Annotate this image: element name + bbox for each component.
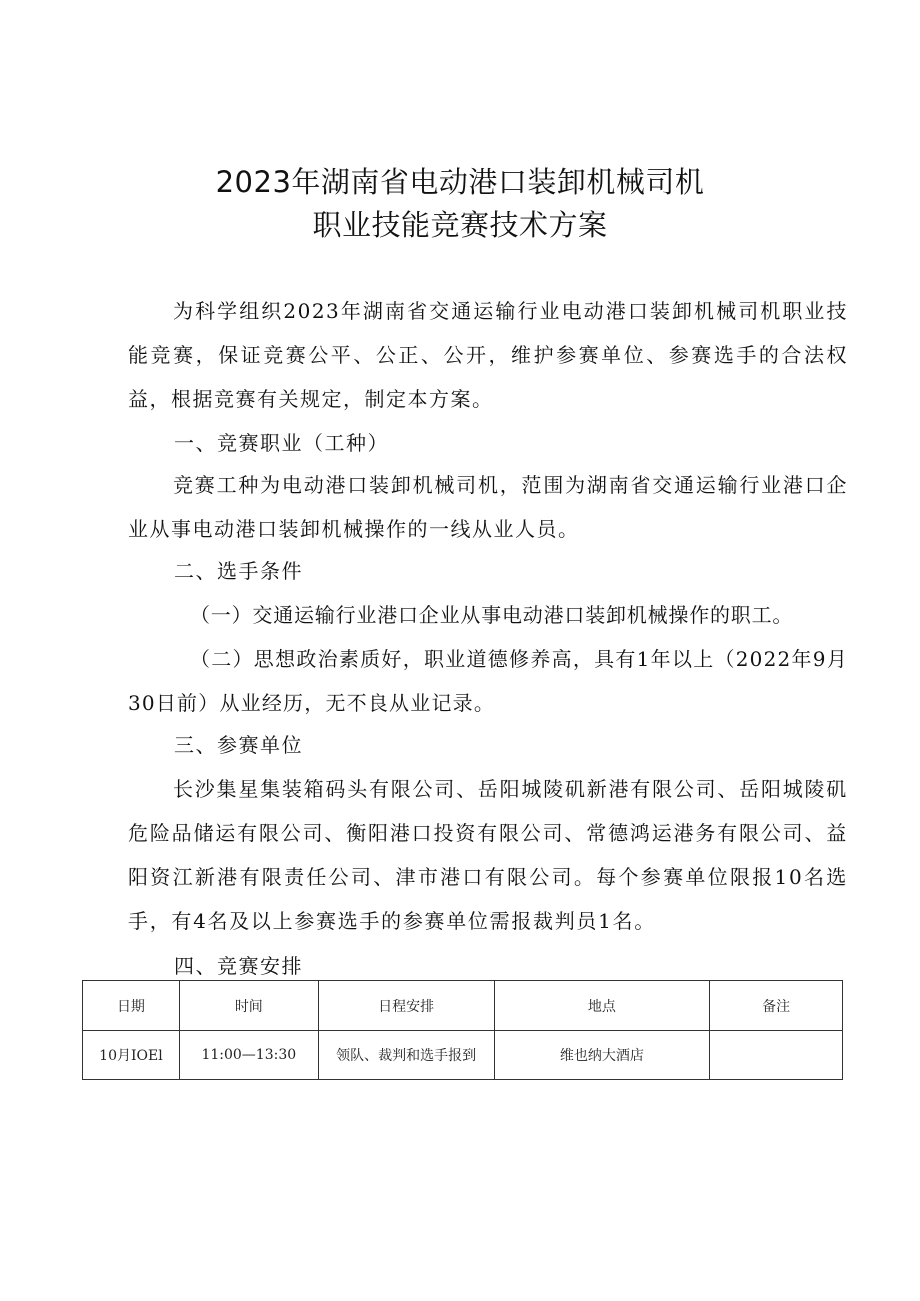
cell-note	[710, 1031, 843, 1080]
condition-item-2: （二）思想政治素质好，职业道德修养高，具有1年以上（2022年9月30日前）从业经历，无不良从业记录。	[128, 647, 848, 715]
section-heading-occupation: 一、竞赛职业（工种）	[174, 431, 389, 455]
cell-agenda: 领队、裁判和选手报到	[318, 1031, 494, 1080]
cell-place: 维也纳大酒店	[494, 1031, 710, 1080]
condition-item-1: （一）交通运输行业港口企业从事电动港口装卸机械操作的职工。	[190, 603, 794, 627]
cell-date: 10月IOEl	[83, 1031, 180, 1080]
column-header-time: 时间	[179, 981, 318, 1031]
section-heading-participating-units: 三、参赛单位	[174, 733, 303, 757]
document-title-line1: 2023年湖南省电动港口装卸机械司机	[215, 165, 705, 199]
participating-units-paragraph: 长沙集星集装箱码头有限公司、岳阳城陵矶新港有限公司、岳阳城陵矶危险品储运有限公司、衡阳港口投资有限公司、常德鸿运港务有限公司、益阳资江新港有限责任公司、津市港口有限公司。每个参赛单位限报10名选手，有4名及以上参赛选手的参赛单位需报裁判员1名。	[128, 777, 848, 933]
table-header-row	[83, 981, 843, 1031]
column-header-note: 备注	[710, 981, 843, 1031]
table-row	[83, 1031, 843, 1080]
schedule-table	[82, 980, 843, 1080]
document-title-line2: 职业技能竞赛技术方案	[312, 208, 608, 242]
occupation-paragraph: 竞赛工种为电动港口装卸机械司机，范围为湖南省交通运输行业港口企业从事电动港口装卸机械操作的一线从业人员。	[128, 473, 848, 541]
section-heading-schedule: 四、竞赛安排	[174, 954, 303, 978]
intro-paragraph: 为科学组织2023年湖南省交通运输行业电动港口装卸机械司机职业技能竞赛，保证竞赛公平、公正、公开，维护参赛单位、参赛选手的合法权益，根据竞赛有关规定，制定本方案。	[128, 299, 848, 411]
cell-time: 11:00—13:30	[179, 1031, 318, 1080]
column-header-date: 日期	[83, 981, 180, 1031]
column-header-agenda: 日程安排	[318, 981, 494, 1031]
section-heading-contestant-conditions: 二、选手条件	[174, 559, 303, 583]
column-header-place: 地点	[494, 981, 710, 1031]
